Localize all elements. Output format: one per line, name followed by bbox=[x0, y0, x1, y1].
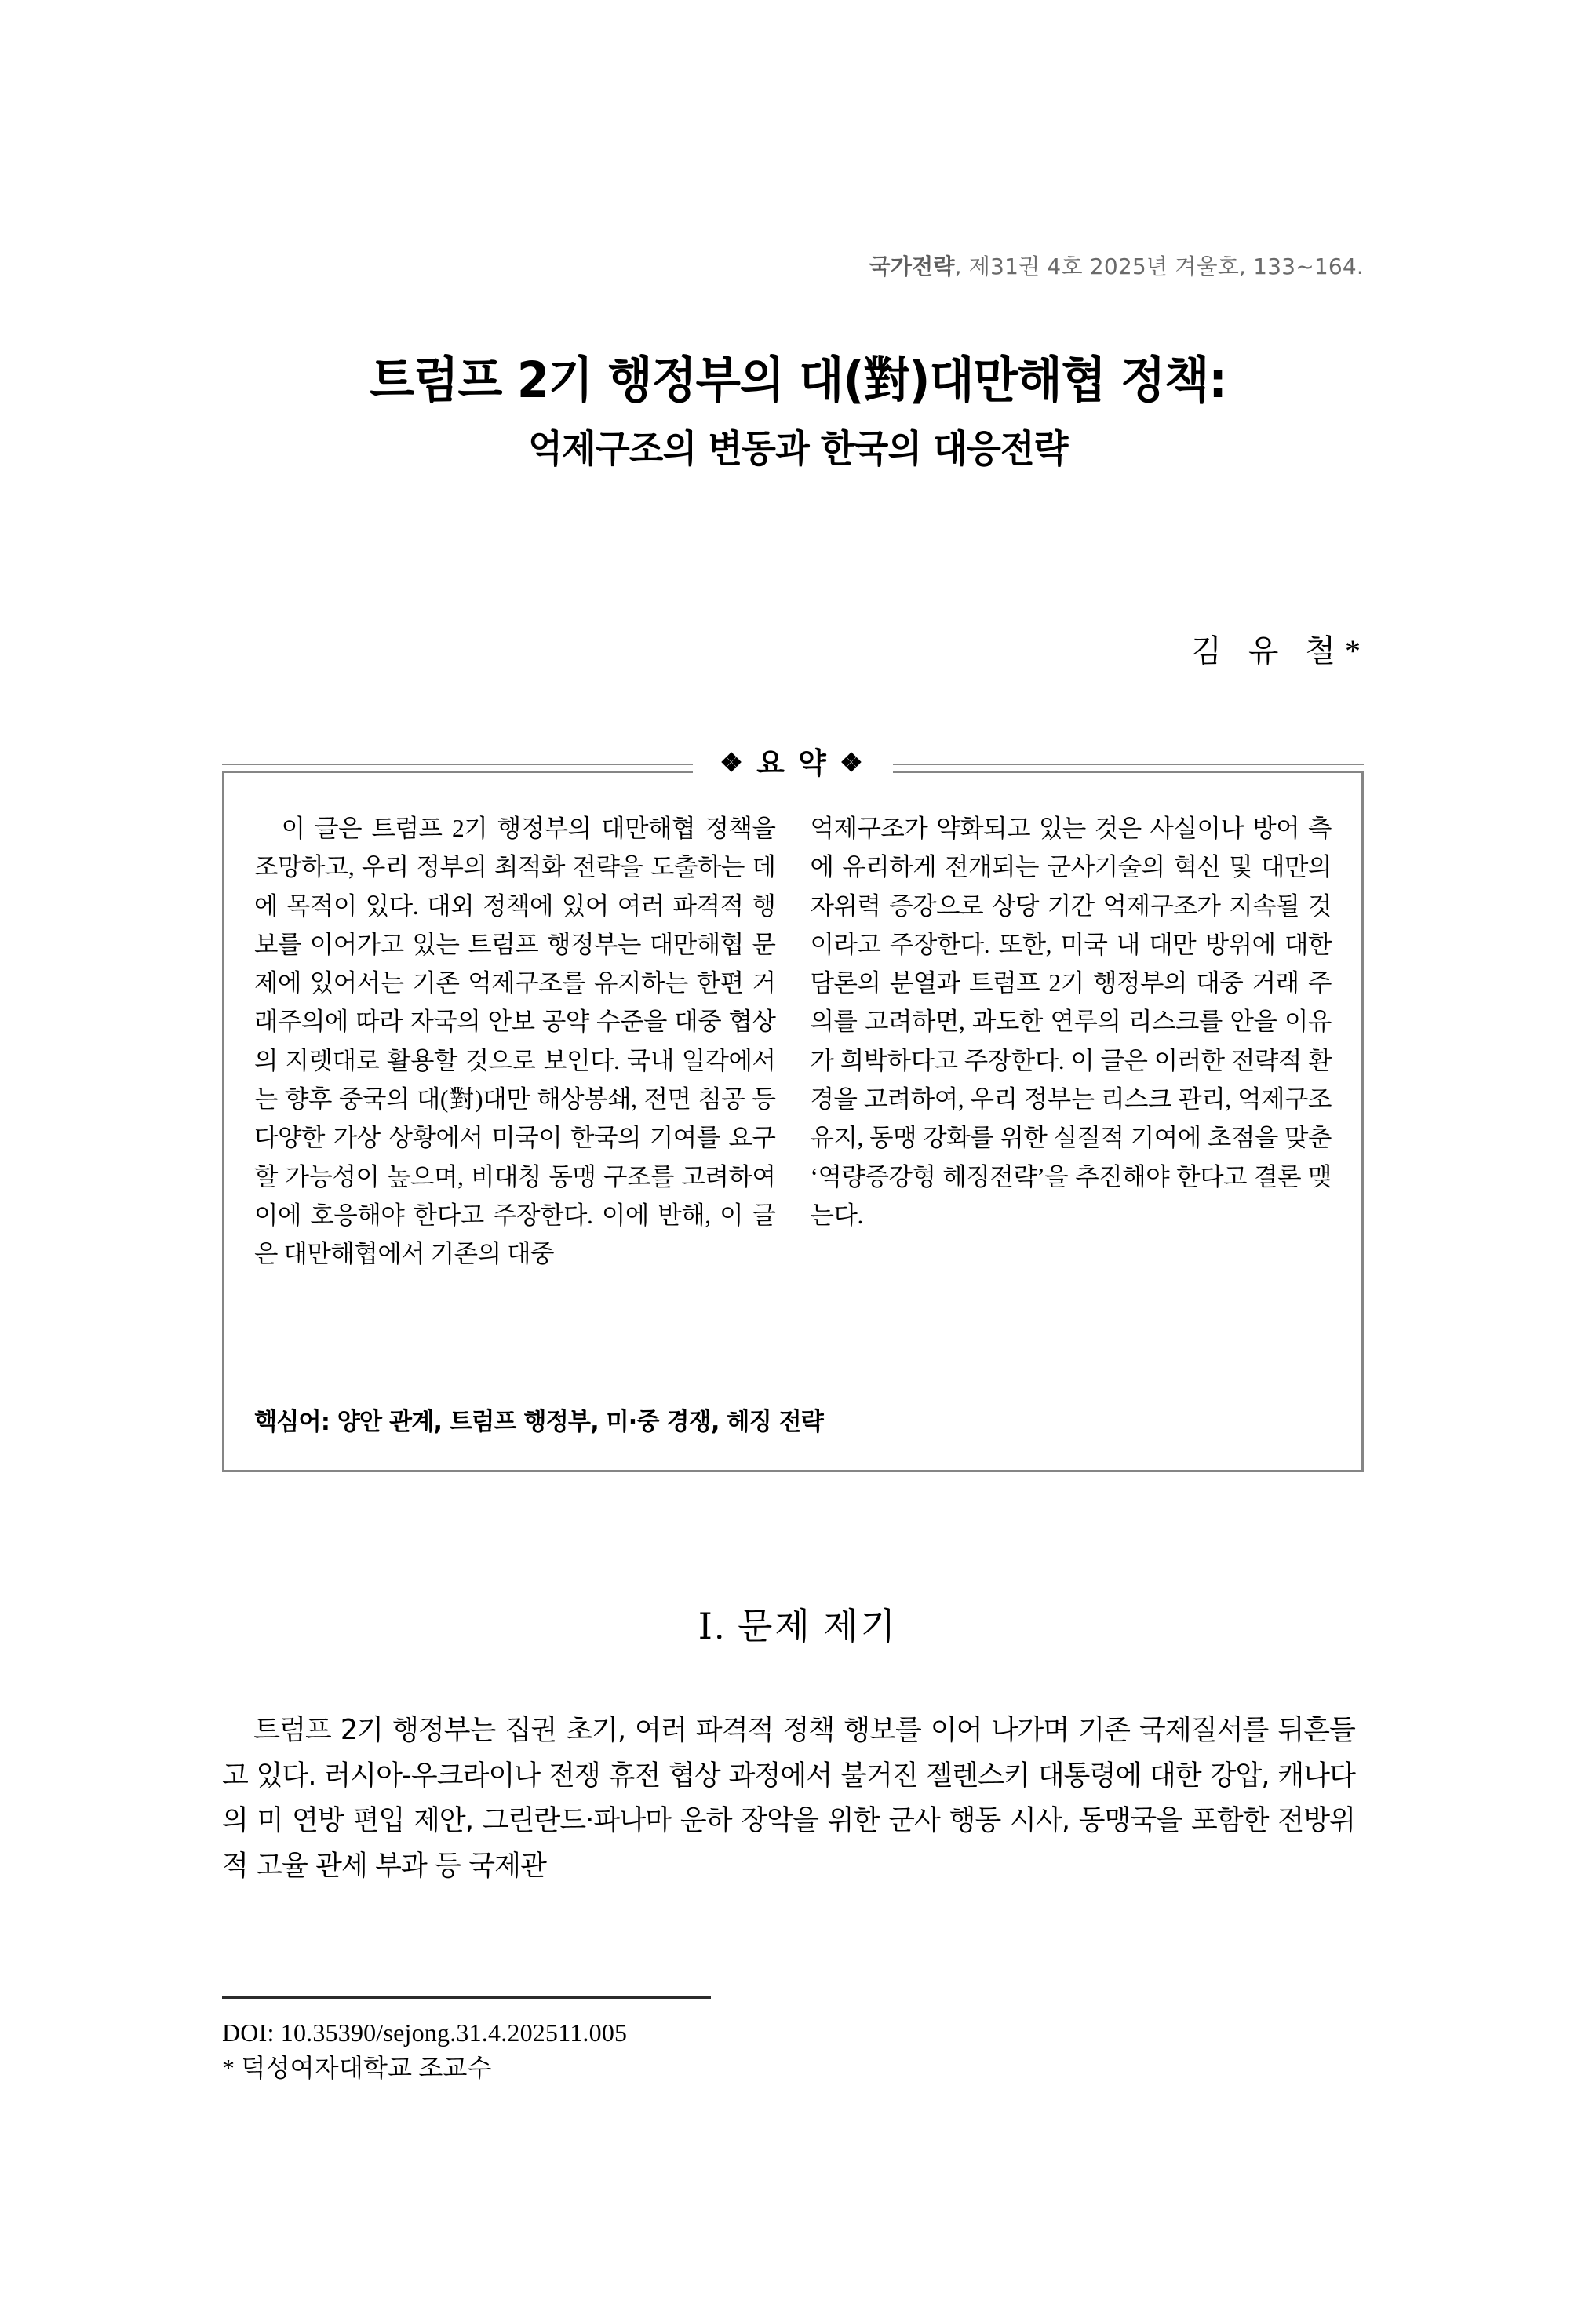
keywords-line: 핵심어: 양안 관계, 트럼프 행정부, 미·중 경쟁, 헤징 전략 bbox=[254, 1408, 824, 1436]
author-footnote-marker: * bbox=[1345, 633, 1361, 669]
body-paragraph: 트럼프 2기 행정부는 집권 초기, 여러 파격적 정책 행보를 이어 나가며 기존 국제질서를 뒤흔들고 있다. 러시아-우크라이나 전쟁 휴전 협상 과정에서 불거진 젤렌스키 대통령에 대한 강압, 캐나다의 미 연방 편입 제안, 그린란드·파나마 운하 장악을 위한 군사 행동 시사, 동맹국을 포함한 전방위적 고율 관세 부과 등 국제관 bbox=[222, 1714, 1356, 1882]
diamond-left-icon: ❖ bbox=[720, 749, 746, 778]
body-text bbox=[222, 1708, 1372, 1888]
journal-running-header bbox=[869, 250, 1364, 281]
abstract-heading bbox=[222, 749, 1364, 778]
abstract-text-right: 억제구조가 약화되고 있는 것은 사실이나 방어 측에 유리하게 전개되는 군사기술의 혁신 및 대만의 자위력 증강으로 상당 기간 억제구조가 지속될 것이라고 주장한다. 또한, 미국 내 대만 방위에 대한 담론의 분열과 트럼프 2기 행정부의 대중 거래 주의를 고려하면, 과도한 연루의 리스크를 안을 이유가 희박하다고 주장한다. 이 글은 이러한 전략적 환경을 고려하여, 우리 정부는 리스크 관리, 억제구조 유지, 동맹 강화를 위한 실질적 기여에 초점을 맞춘 ‘역량증강형 헤징전략’을 추진해야 한다고 결론 맺는다. bbox=[810, 815, 1332, 1229]
author-name: 김 유 철 bbox=[1191, 633, 1345, 669]
abstract-box bbox=[222, 771, 1364, 1472]
abstract-heading-text: 요 약 bbox=[756, 748, 829, 780]
abstract-column-left bbox=[254, 809, 776, 1274]
doi-line: DOI: 10.35390/sejong.31.4.202511.005 bbox=[222, 2018, 628, 2047]
paper-subtitle: 억제구조의 변동과 한국의 대응전략 bbox=[528, 427, 1068, 472]
footnote-separator bbox=[222, 1996, 711, 1999]
journal-name: 국가전략 bbox=[869, 253, 955, 279]
abstract-heading-rule-right bbox=[893, 764, 1364, 765]
paper-title: 트럼프 2기 행정부의 대(對)대만해협 정책: bbox=[370, 352, 1226, 409]
journal-citation: , 제31권 4호 2025년 겨울호, 133~164. bbox=[954, 253, 1364, 279]
affiliation-line: * 덕성여자대학교 조교수 bbox=[222, 2054, 492, 2083]
author-line bbox=[1191, 626, 1361, 671]
abstract-heading-rule-left bbox=[222, 764, 693, 765]
diamond-right-icon: ❖ bbox=[840, 749, 866, 778]
abstract-heading-label bbox=[693, 749, 892, 778]
abstract-text-left: 이 글은 트럼프 2기 행정부의 대만해협 정책을 조망하고, 우리 정부의 최적화 전략을 도출하는 데에 목적이 있다. 대외 정책에 있어 여러 파격적 행보를 이어가고 있는 트럼프 행정부는 대만해협 문제에 있어서는 기존 억제구조를 유지하는 한편 거래주의에 따라 자국의 안보 공약 수준을 대중 협상의 지렛대로 활용할 것으로 보인다. 국내 일각에서는 향후 중국의 대(對)대만 해상봉쇄, 전면 침공 등 다양한 가상 상황에서 미국이 한국의 기여를 요구할 가능성이 높으며, 비대칭 동맹 구조를 고려하여 이에 호응해야 한다고 주장한다. 이에 반해, 이 글은 대만해협에서 기존의 대중 bbox=[254, 815, 776, 1268]
abstract-column-right bbox=[811, 809, 1332, 1274]
title-block bbox=[0, 352, 1596, 472]
section-heading: Ⅰ. 문제 제기 bbox=[698, 1606, 898, 1646]
footnote-area bbox=[222, 2015, 1085, 2087]
abstract-columns bbox=[254, 809, 1332, 1274]
